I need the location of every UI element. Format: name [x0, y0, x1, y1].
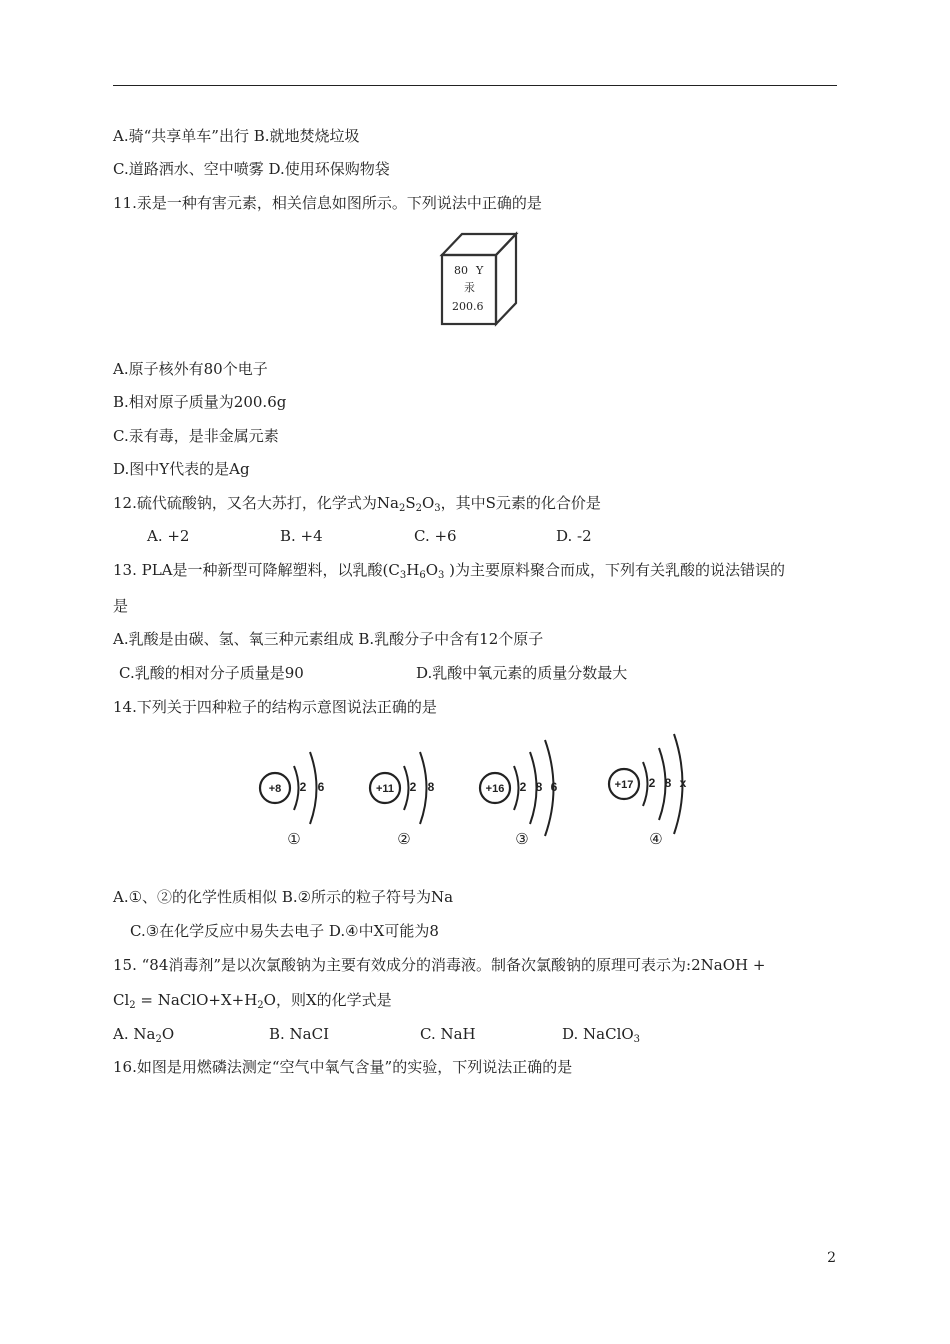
particle-1-shell-2: 6	[317, 780, 325, 794]
q15-sub-1: 2	[129, 1000, 136, 1011]
particle-3-label: ③	[515, 831, 529, 848]
q15-stem-line2	[113, 990, 392, 1016]
q13-sub-2: 6	[419, 570, 426, 581]
q13-stem	[113, 560, 785, 586]
particle-3-shell-1: 2	[519, 780, 527, 794]
particle-1-label: ①	[287, 831, 301, 848]
particle-2-shell-2: 8	[427, 780, 435, 794]
q13-options-ab: A.乳酸是由碳、氢、氧三种元素组成 B.乳酸分子中含有12个原子	[113, 630, 544, 648]
q12-option-a: A. +2	[147, 527, 190, 545]
particle-2-label: ②	[397, 831, 411, 848]
q13-o: O	[425, 561, 438, 579]
q16-stem: 16.如图是用燃磷法测定“空气中氧气含量”的实验，下列说法正确的是	[113, 1058, 573, 1076]
particle-1-shell-1: 2	[299, 780, 307, 794]
q12-stem-before: 12.硫代硫酸钠，又名大苏打，化学式为Na	[113, 494, 399, 512]
q13-option-c: C.乳酸的相对分子质量是90	[119, 664, 304, 682]
q13-sub-3: 3	[438, 570, 445, 581]
q12-sub-1: 2	[398, 503, 406, 514]
q13-h: H	[406, 561, 420, 579]
particle-3-shell-3: 6	[550, 780, 558, 794]
q15-stem-line1: 15. “84消毒剂”是以次氯酸钠为主要有效成分的消毒液。制备次氯酸钠的原理可表示为:2NaOH +	[113, 956, 766, 974]
q15-option-a-text: A. Na	[113, 1025, 156, 1043]
q15-option-c: C. NaH	[420, 1025, 476, 1043]
element-name: 汞	[464, 281, 475, 294]
particle-3	[480, 740, 558, 848]
page-number: 2	[827, 1250, 836, 1266]
particle-4-shell-3: x	[679, 776, 687, 790]
q12-option-d: D. -2	[556, 527, 592, 545]
q12-sub-3: 3	[434, 503, 441, 514]
q15-option-a-post: O	[161, 1025, 175, 1043]
q15-cl: Cl	[113, 991, 130, 1009]
q14-options-ab: A.①、②的化学性质相似 B.②所示的粒子符号为Na	[113, 888, 454, 906]
q15-sub-2: 2	[257, 1000, 264, 1011]
q12-stem	[113, 493, 601, 519]
particle-2-shell-1: 2	[409, 780, 417, 794]
q15-option-a	[113, 1024, 174, 1050]
particle-4	[609, 734, 687, 848]
particle-3-shell-2: 8	[535, 780, 543, 794]
q12-o: O	[421, 494, 435, 512]
q12-option-b: B. +4	[280, 527, 323, 545]
q15-mid: = NaClO+X+H	[135, 991, 258, 1009]
q15-option-d-sub: 3	[633, 1034, 641, 1045]
q11-option-d: D.图中Y代表的是Ag	[113, 460, 250, 478]
q12-sub-2: 2	[415, 503, 422, 514]
particle-2	[370, 752, 435, 848]
q11-option-a: A.原子核外有80个电子	[113, 360, 268, 378]
element-mass: 200.6	[452, 300, 484, 313]
particle-1	[260, 752, 325, 848]
q10-options-cd: C.道路洒水、空中喷雾 D.使用环保购物袋	[113, 160, 390, 178]
particle-3-nucleus: +16	[485, 783, 505, 795]
particle-4-label: ④	[649, 831, 663, 848]
particle-4-shell-1: 2	[648, 776, 656, 790]
particle-4-nucleus: +17	[614, 779, 634, 791]
q15-option-b: B. NaCI	[269, 1025, 330, 1043]
q13-option-d: D.乳酸中氧元素的质量分数最大	[416, 664, 628, 682]
q12-stem-after: ，其中S元素的化合价是	[440, 494, 601, 512]
particle-structure-diagrams	[250, 728, 710, 856]
q13-stem-before: 13. PLA是一种新型可降解塑料，以乳酸(C	[113, 561, 400, 579]
q13-stem-line2: 是	[113, 597, 129, 615]
q13-sub-1: 3	[399, 570, 407, 581]
q11-option-c: C.汞有毒，是非金属元素	[113, 427, 279, 445]
q11-stem: 11.汞是一种有害元素，相关信息如图所示。下列说法中正确的是	[113, 194, 542, 212]
q15-option-d	[562, 1024, 640, 1050]
q15-end: O，则X的化学式是	[263, 991, 392, 1009]
q13-stem-after: )为主要原料聚合而成，下列有关乳酸的说法错误的	[444, 561, 785, 579]
header-rule	[113, 85, 837, 86]
particle-1-nucleus: +8	[268, 783, 282, 795]
particle-2-nucleus: +11	[375, 783, 395, 795]
q12-option-c: C. +6	[414, 527, 457, 545]
q11-option-b: B.相对原子质量为200.6g	[113, 393, 287, 411]
particle-4-shell-2: 8	[664, 776, 672, 790]
element-number: 80	[454, 264, 468, 277]
q15-option-d-text: D. NaClO	[562, 1025, 634, 1043]
q14-stem: 14.下列关于四种粒子的结构示意图说法正确的是	[113, 698, 437, 716]
q14-options-cd: C.③在化学反应中易失去电子 D.④中X可能为8	[130, 922, 439, 940]
q10-options-ab: A.骑“共享单车”出行 B.就地焚烧垃圾	[113, 127, 360, 145]
element-cell-figure	[436, 231, 522, 327]
element-symbol: Y	[476, 264, 484, 277]
q15-option-a-sub: 2	[155, 1034, 162, 1045]
q12-s: S	[405, 494, 416, 512]
